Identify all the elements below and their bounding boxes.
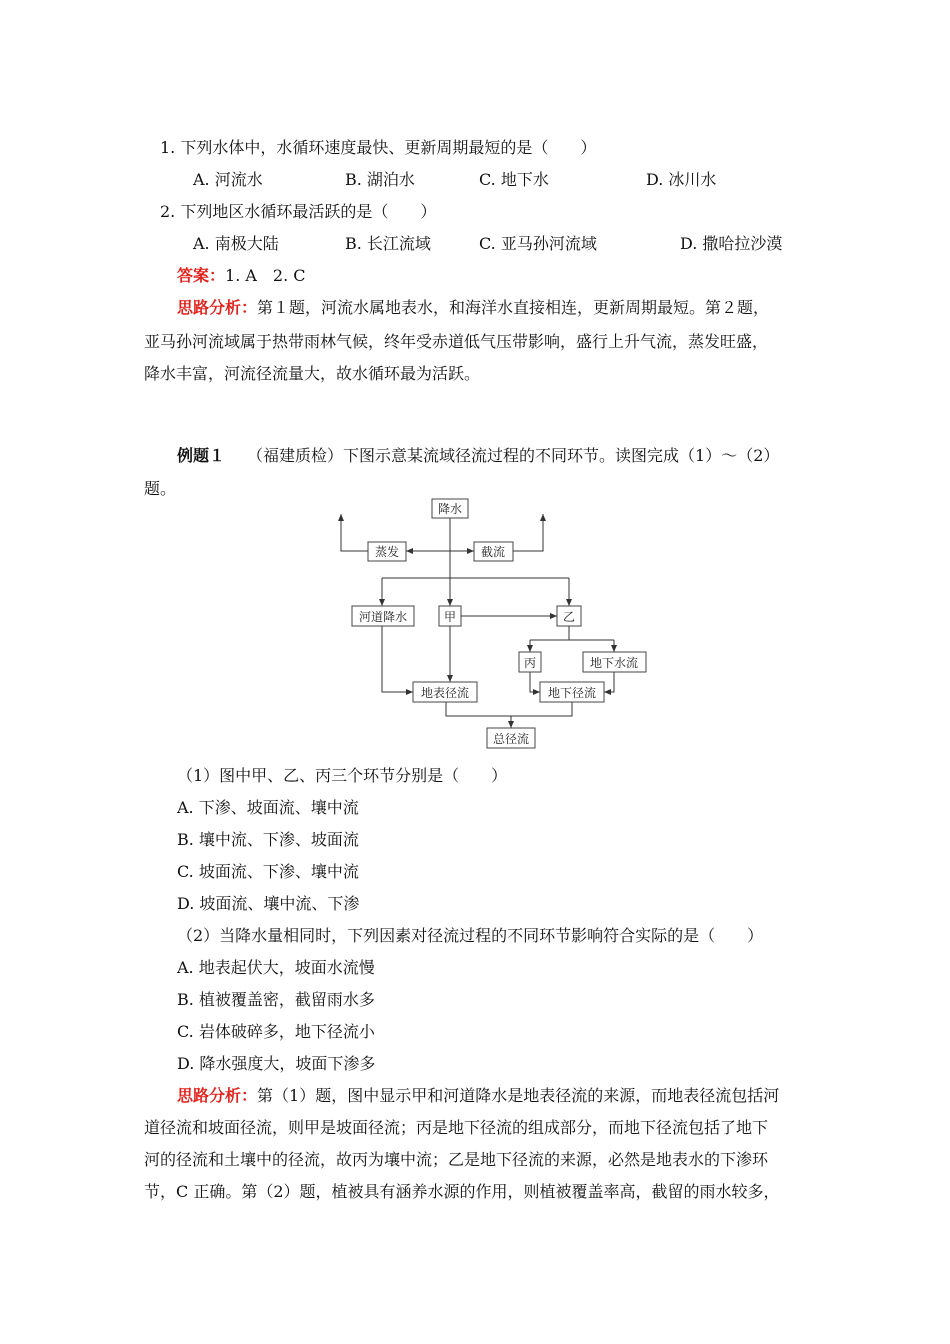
- sub2-option-a: A. 地表起伏大，坡面水流慢: [177, 958, 375, 977]
- sub2-option-c: C. 岩体破碎多，地下径流小: [177, 1022, 375, 1041]
- svg-text:地下水流: 地下水流: [589, 656, 639, 670]
- edge-intercept-up: [513, 514, 543, 551]
- q1-stem: 1. 下列水体中，水循环速度最快、更新周期最短的是（ ）: [160, 138, 597, 157]
- analysis2-label: 思路分析：: [177, 1086, 258, 1105]
- sub2-stem: （2）当降水量相同时，下列因素对径流过程的不同环节影响符合实际的是（ ）: [177, 926, 764, 945]
- edge-merge-bar: [446, 702, 572, 716]
- svg-text:截流: 截流: [480, 545, 506, 559]
- node-jia: [439, 606, 461, 626]
- node-underground-runoff: [540, 682, 604, 702]
- answer-text: 1. A 2. C: [225, 266, 306, 285]
- svg-text:河道降水: 河道降水: [358, 610, 408, 624]
- node-channel-precip: [352, 606, 414, 626]
- q1-option-c: C. 地下水: [479, 170, 549, 189]
- edge-evap-up: [341, 514, 368, 551]
- analysis2-line-1: 思路分析：第（1）题，图中显示甲和河道降水是地表径流的来源，而地表径流包括河: [177, 1086, 780, 1105]
- analysis2-line-2: 道径流和坡面径流，则甲是坡面径流；丙是地下径流的组成部分，而地下径流包括了地下: [144, 1118, 769, 1137]
- example-line-1: 例题１ （福建质检）下图示意某流域径流过程的不同环节。读图完成（1）～（2）: [177, 446, 780, 465]
- edge-channel-surface: [382, 626, 413, 692]
- example-label: 例题１: [177, 446, 226, 465]
- node-precip: [432, 499, 468, 518]
- q2-option-a: A. 南极大陆: [193, 234, 279, 253]
- answer-label: 答案：: [177, 266, 226, 285]
- node-evap: [368, 542, 406, 561]
- analysis1-line-1: 思路分析：第１题，河流水属地表水，和海洋水直接相连，更新周期最短。第２题，: [177, 298, 770, 317]
- svg-text:蒸发: 蒸发: [374, 545, 400, 559]
- q2-stem: 2. 下列地区水循环最活跃的是（ ）: [160, 202, 437, 221]
- sub1-option-c: C. 坡面流、下渗、壤中流: [177, 862, 359, 881]
- svg-text:丙: 丙: [523, 656, 537, 670]
- example-line-2: 题。: [144, 479, 177, 498]
- svg-text:降水: 降水: [437, 502, 463, 516]
- svg-text:总径流: 总径流: [492, 732, 530, 746]
- svg-text:地下径流: 地下径流: [547, 686, 597, 700]
- q2-option-c: C. 亚马孙河流域: [479, 234, 597, 253]
- node-intercept: [474, 542, 513, 561]
- svg-text:乙: 乙: [562, 610, 576, 624]
- node-yi: [557, 606, 581, 626]
- analysis1-label: 思路分析：: [177, 298, 258, 317]
- analysis1-line-3: 降水丰富，河流径流量大，故水循环最为活跃。: [144, 364, 481, 383]
- analysis2-line-3: 河的径流和土壤中的径流，故丙为壤中流；乙是地下径流的来源，必然是地表水的下渗环: [144, 1150, 769, 1169]
- svg-text:地表径流: 地表径流: [420, 686, 470, 700]
- q1-option-d: D. 冰川水: [646, 170, 717, 189]
- q2-option-b: B. 长江流域: [345, 234, 431, 253]
- sub1-stem: （1）图中甲、乙、丙三个环节分别是（ ）: [177, 766, 508, 785]
- sub1-option-d: D. 坡面流、壤中流、下渗: [177, 894, 360, 913]
- q2-option-d: D. 撒哈拉沙漠: [680, 234, 783, 253]
- q1-option-a: A. 河流水: [193, 170, 263, 189]
- node-groundwater-flow: [583, 652, 646, 672]
- sub1-option-b: B. 壤中流、下渗、坡面流: [177, 830, 359, 849]
- sub2-option-b: B. 植被覆盖密，截留雨水多: [177, 990, 375, 1009]
- analysis2-line-4: 节，C 正确。第（2）题，植被具有涵养水源的作用，则植被覆盖率高，截留的雨水较多，: [144, 1182, 780, 1201]
- node-total-runoff: [487, 728, 535, 748]
- analysis1-line-2: 亚马孙河流域属于热带雨林气候，终年受赤道低气压带影响，盛行上升气流，蒸发旺盛，: [144, 332, 769, 351]
- sub2-option-d: D. 降水强度大，坡面下渗多: [177, 1054, 376, 1073]
- svg-text:甲: 甲: [443, 610, 457, 624]
- sub1-option-a: A. 下渗、坡面流、壤中流: [177, 798, 359, 817]
- node-bing: [519, 652, 541, 672]
- edge-gwflow-underground: [604, 672, 614, 692]
- edge-bing-underground: [530, 672, 540, 692]
- q1-option-b: B. 湖泊水: [345, 170, 415, 189]
- node-surface-runoff: [413, 682, 477, 702]
